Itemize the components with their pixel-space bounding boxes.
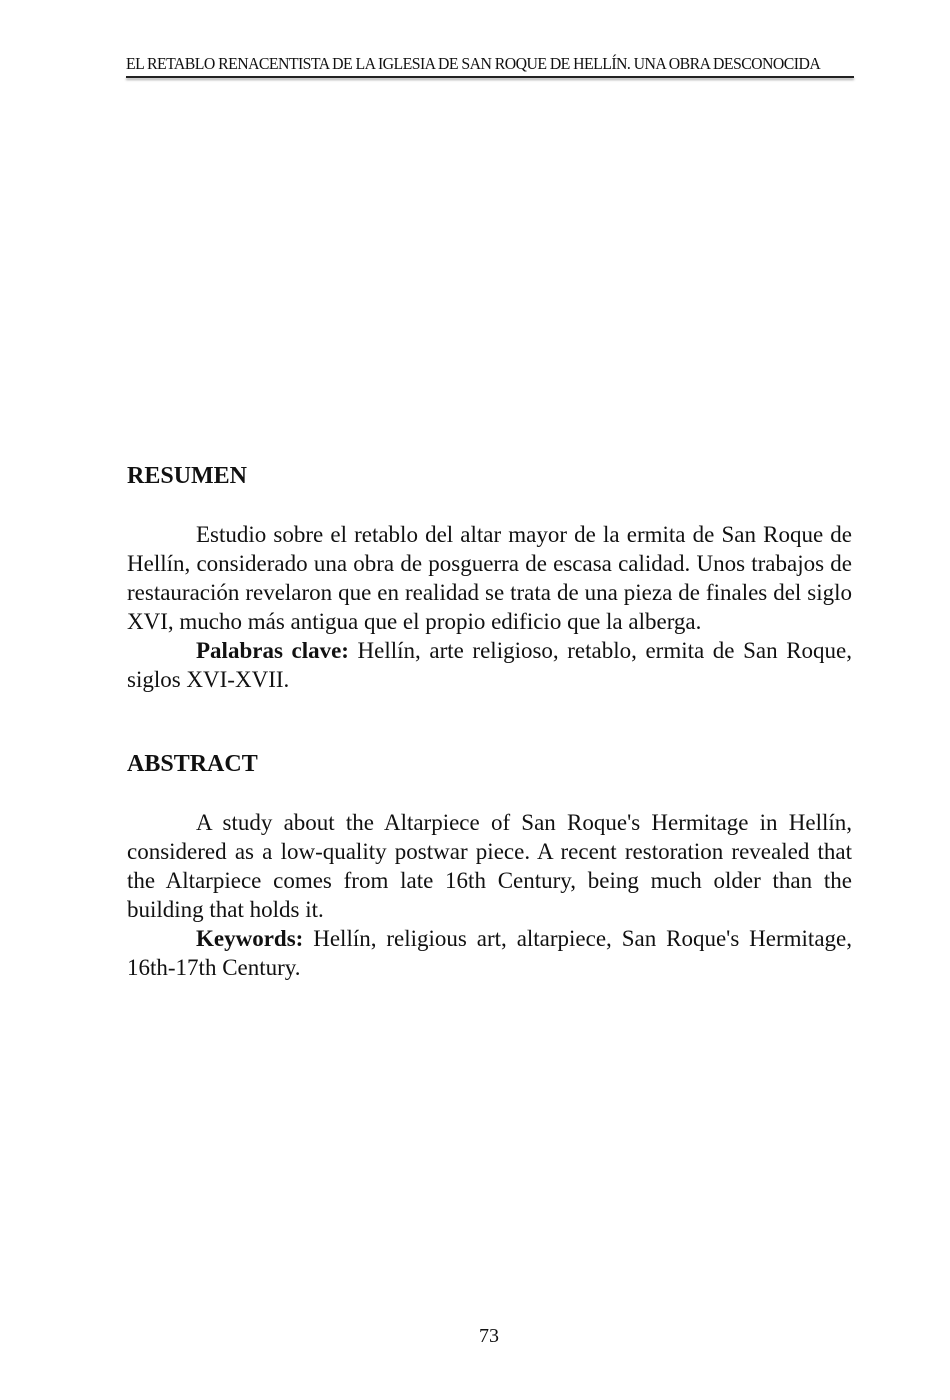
abstract-keywords-text: Hellín, religious art, altarpiece, San Roque's Hermitage, 16th-17th Century. xyxy=(127,926,852,980)
resumen-heading: RESUMEN xyxy=(127,463,248,489)
abstract-section xyxy=(127,750,852,982)
abstract-body: A study about the Altarpiece of San Roque's Hermitage in Hellín, considered as a low-quality postwar piece. A recent restoration revealed that the Altarpiece comes from late 16th Century, being much older than the building that holds it. xyxy=(127,810,852,922)
abstract-keywords-label: Keywords: xyxy=(196,926,304,951)
page-number: 73 xyxy=(479,1325,499,1347)
header-rule xyxy=(126,76,854,78)
abstract-keywords xyxy=(127,924,852,982)
resumen-keywords-label: Palabras clave: xyxy=(196,638,349,663)
running-header: EL RETABLO RENACENTISTA DE LA IGLESIA DE SAN ROQUE DE HELLÍN. UNA OBRA DESCONOCIDA xyxy=(126,54,821,73)
resumen-keywords-text: Hellín, arte religioso, retablo, ermita de San Roque, siglos XVI-XVII. xyxy=(127,638,852,692)
abstract-heading: ABSTRACT xyxy=(127,751,258,777)
resumen-section xyxy=(127,462,852,694)
resumen-keywords xyxy=(127,636,852,694)
resumen-body: Estudio sobre el retablo del altar mayor de la ermita de San Roque de Hellín, considerado una obra de posguerra de escasa calidad. Unos trabajos de restauración revelaron que en realidad se trata de una pieza de finales del siglo XVI, mucho más antigua que el propio edificio que la alberga. xyxy=(127,522,852,634)
